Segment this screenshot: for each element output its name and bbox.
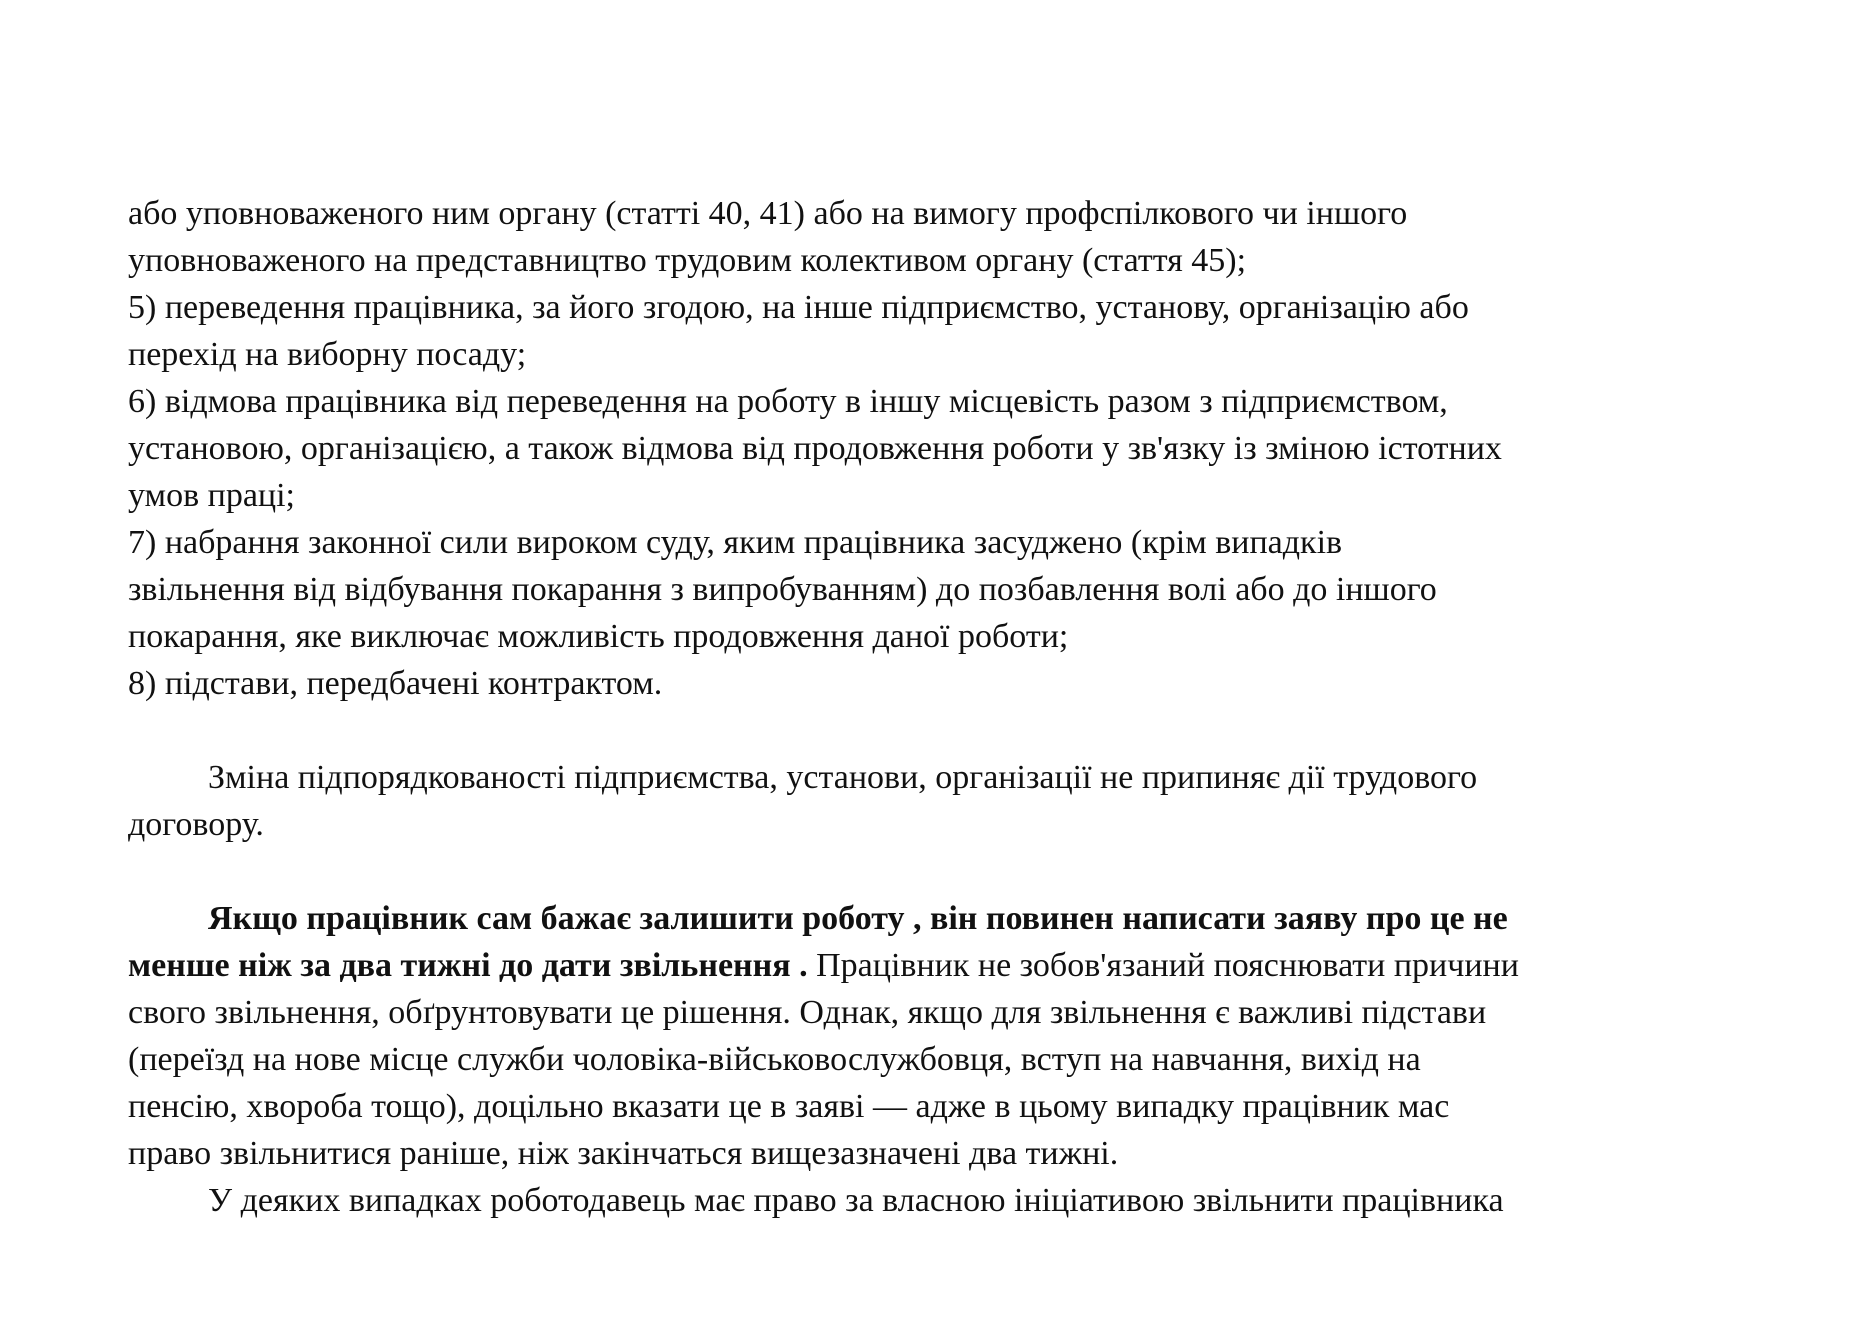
paragraph-line: договору.: [128, 806, 264, 843]
paragraph-line: У деяких випадках роботодавець має право за власною ініціативою звільнити працівника: [208, 1182, 1504, 1219]
paragraph-line: пенсію, хвороба тощо), доцільно вказати це в заяві — адже в цьому випадку працівник мас: [128, 1088, 1450, 1125]
list-item-7-cont: звільнення від відбування покарання з випробуванням) до позбавлення волі або до іншого: [128, 571, 1437, 608]
bold-line: Якщо працівник сам бажає залишити роботу , він повинен написати заяву про це не: [208, 900, 1508, 937]
paragraph-line: право звільнитися раніше, ніж закінчаться вищезазначені два тижні.: [128, 1135, 1119, 1172]
list-block: [128, 190, 1788, 707]
spacer: [128, 707, 1788, 754]
list-item-6: 6) відмова працівника від переведення на роботу в іншу місцевість разом з підприємством,: [128, 383, 1448, 420]
bold-fragment: менше ніж за два тижні до дати звільнення .: [128, 947, 808, 984]
list-item-5: 5) переведення працівника, за його згодою, на інше підприємство, установу, організацію або: [128, 289, 1469, 326]
paragraph-line: Зміна підпорядкованості підприємства, установи, організації не припиняє дії трудового: [208, 759, 1478, 796]
document-page: [128, 190, 1788, 1224]
spacer: [128, 848, 1788, 895]
list-item-7: 7) набрання законної сили вироком суду, яким працівника засуджено (крім випадків: [128, 524, 1343, 561]
list-item-7-cont: покарання, яке виключає можливість продовження даної роботи;: [128, 618, 1069, 655]
list-item-6-cont: установою, організацією, а також відмова від продовження роботи у зв'язку із зміною істотних: [128, 430, 1502, 467]
mixed-line: [128, 942, 1788, 989]
paragraph-resignation: [128, 895, 1788, 1177]
list-line: уповноваженого на представництво трудовим колективом органу (стаття 45);: [128, 242, 1247, 279]
paragraph-line: (переїзд на нове місце служби чоловіка-військовослужбовця, вступ на навчання, вихід на: [128, 1041, 1421, 1078]
paragraph-subordination: [128, 754, 1788, 848]
list-item-8: 8) підстави, передбачені контрактом.: [128, 665, 663, 702]
regular-fragment: Працівник не зобов'язаний пояснювати причини: [807, 947, 1519, 984]
list-line: або уповноваженого ним органу (статті 40, 41) або на вимогу профспілкового чи іншого: [128, 195, 1408, 232]
paragraph-employer: [128, 1177, 1788, 1224]
list-item-6-cont: умов праці;: [128, 477, 295, 514]
list-item-5-cont: перехід на виборну посаду;: [128, 336, 527, 373]
paragraph-line: свого звільнення, обґрунтовувати це рішення. Однак, якщо для звільнення є важливі підстави: [128, 994, 1487, 1031]
